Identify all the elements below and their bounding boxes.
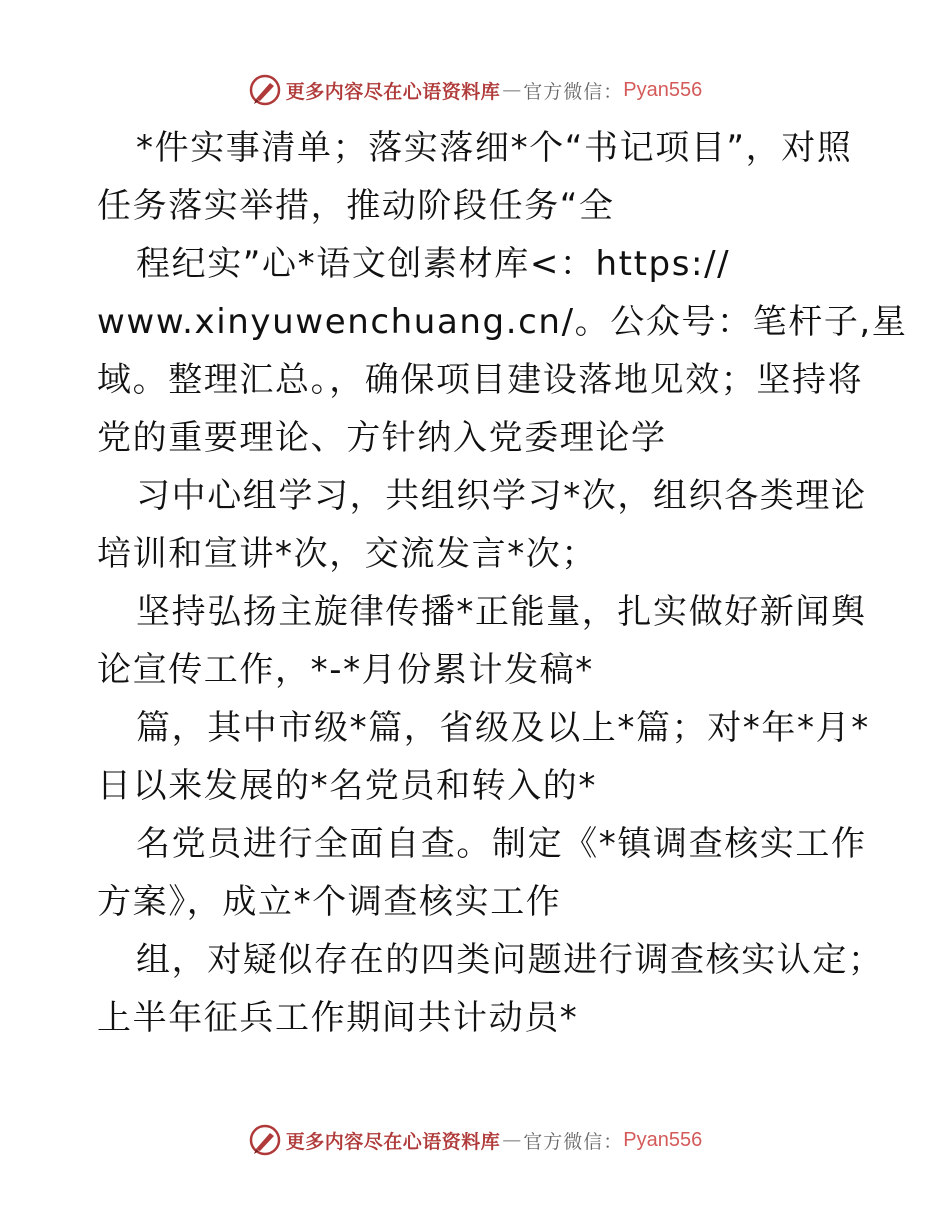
text-line: 上半年征兵工作期间共计动员* (97, 998, 579, 1038)
text-line: 论宣传工作，*-*月份累计发稿* (97, 650, 594, 690)
text-line: 习中心组学习，共组织学习*次，组织各类理论 (136, 476, 867, 516)
watermark-official-label: 官方微信： (523, 1130, 624, 1153)
text-line: 日以来发展的*名党员和转入的* (97, 766, 597, 806)
text-line: 篇，其中市级*篇，省级及以上*篇；对*年*月* (136, 708, 870, 748)
text-line: 坚持弘扬主旋律传播*正能量，扎实做好新闻舆 (136, 592, 867, 632)
text-line: 党的重要理论、方针纳入党委理论学 (97, 418, 667, 458)
text-line: www.xinyuwenchuang.cn/。公众号：笔杆子,星 (97, 302, 908, 342)
text-line: *件实事清单；落实落细*个“书记项目”，对照 (136, 128, 853, 168)
pen-logo-icon (248, 1123, 282, 1157)
text-line: 域。整理汇总。，确保项目建设落地见效；坚持将 (97, 360, 864, 400)
footer-watermark (0, 1120, 950, 1160)
watermark-wechat-id: Pyan556 (623, 78, 703, 101)
text-line: 名党员进行全面自查。制定《*镇调查核实工作 (136, 824, 867, 864)
watermark-dash: — (502, 79, 522, 101)
text-line: 培训和宣讲*次，交流发言*次； (97, 534, 597, 574)
watermark-text: 更多内容尽在心语资料库 (285, 1130, 501, 1153)
text-line: 任务落实举措，推动阶段任务“全 (97, 186, 615, 226)
watermark-official-label: 官方微信： (523, 80, 624, 103)
watermark-wechat-id: Pyan556 (623, 1128, 703, 1151)
text-line: 组，对疑似存在的四类问题进行调查核实认定； (136, 940, 884, 980)
watermark-text: 更多内容尽在心语资料库 (285, 80, 501, 103)
text-line: 方案》，成立*个调查核实工作 (97, 882, 562, 922)
watermark-dash: — (502, 1129, 522, 1151)
text-line: 程纪实”心*语文创素材库<：https:// (136, 244, 731, 284)
